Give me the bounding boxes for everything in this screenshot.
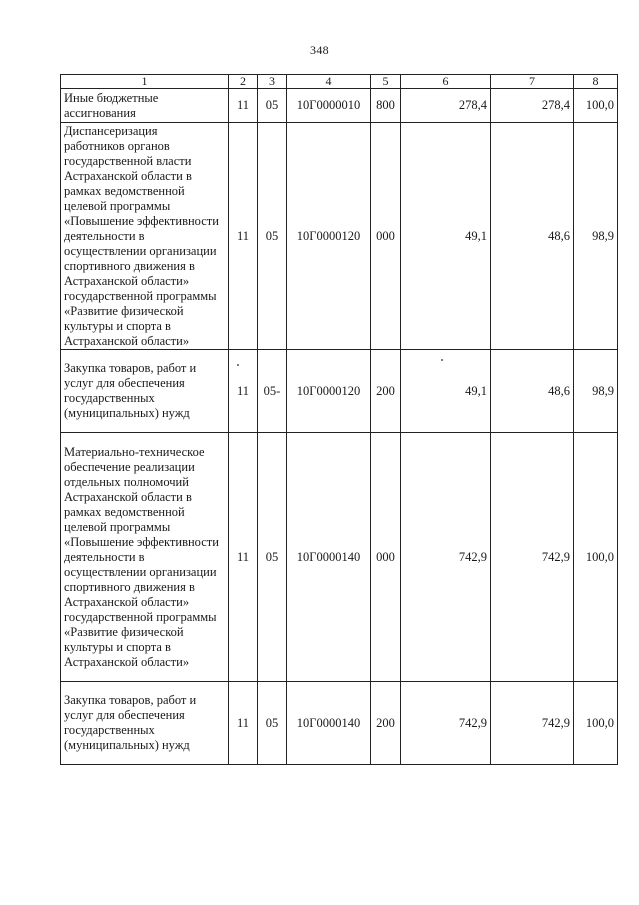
header-cell: 8 (574, 75, 618, 89)
header-cell: 1 (61, 75, 229, 89)
header-cell: 7 (491, 75, 574, 89)
table-row (61, 123, 618, 350)
target-article-code: 10Г0000140 (287, 682, 371, 765)
executed-amount: 742,9 (491, 433, 574, 682)
planned-amount: 742,9 (401, 433, 491, 682)
header-row (61, 75, 618, 89)
expense-name: Материально-техническое обеспечение реализации отдельных полномочий Астраханской области в рамках ведомственной целевой программы «Повышение эффективности деятельности в осуществлении организации спортивного движения в Астраханской области» государственной программы «Развитие физической культуры и спорта в Астраханской области» (61, 433, 229, 682)
subsection-code: 05 (258, 89, 287, 123)
executed-amount: 48,6 (491, 350, 574, 433)
planned-amount: 49,1 (401, 123, 491, 350)
target-article-code: 10Г0000010 (287, 89, 371, 123)
executed-amount: 278,4 (491, 89, 574, 123)
expense-type-code: 200 (371, 350, 401, 433)
section-code: 11 (229, 89, 258, 123)
header-cell: 5 (371, 75, 401, 89)
expense-name: Иные бюджетные ассигнования (61, 89, 229, 123)
section-code: 11 (229, 350, 258, 433)
header-cell: 4 (287, 75, 371, 89)
execution-percent: 100,0 (574, 433, 618, 682)
execution-percent: 100,0 (574, 682, 618, 765)
expense-name: Диспансеризация работников органов государственной власти Астраханской области в рамках ведомственной целевой программы «Повышение эффективности деятельности в осуществлении организации спортивного движения в Астраханской области» государственной программы «Развитие физической культуры и спорта в Астраханской области» (61, 123, 229, 350)
expense-type-code: 200 (371, 682, 401, 765)
expense-name: Закупка товаров, работ и услуг для обеспечения государственных (муниципальных) нужд (61, 682, 229, 765)
subsection-code: 05 (258, 433, 287, 682)
planned-amount: 278,4 (401, 89, 491, 123)
table-row (61, 433, 618, 682)
target-article-code: 10Г0000140 (287, 433, 371, 682)
subsection-code: 05- (258, 350, 287, 433)
header-cell: 2 (229, 75, 258, 89)
planned-amount: 49,1 (401, 350, 491, 433)
header-cell: 3 (258, 75, 287, 89)
header-cell: 6 (401, 75, 491, 89)
table-row (61, 682, 618, 765)
section-code: 11 (229, 682, 258, 765)
table-row (61, 350, 618, 433)
expense-type-code: 800 (371, 89, 401, 123)
page-number: 348 (310, 43, 329, 57)
table-row (61, 89, 618, 123)
budget-table (60, 74, 618, 765)
expense-name: Закупка товаров, работ и услуг для обеспечения государственных (муниципальных) нужд (61, 350, 229, 433)
executed-amount: 742,9 (491, 682, 574, 765)
execution-percent: 98,9 (574, 123, 618, 350)
execution-percent: 100,0 (574, 89, 618, 123)
executed-amount: 48,6 (491, 123, 574, 350)
scan-speck (237, 364, 239, 366)
scan-speck (441, 359, 443, 361)
target-article-code: 10Г0000120 (287, 350, 371, 433)
target-article-code: 10Г0000120 (287, 123, 371, 350)
subsection-code: 05 (258, 682, 287, 765)
expense-type-code: 000 (371, 123, 401, 350)
section-code: 11 (229, 123, 258, 350)
expense-type-code: 000 (371, 433, 401, 682)
execution-percent: 98,9 (574, 350, 618, 433)
subsection-code: 05 (258, 123, 287, 350)
section-code: 11 (229, 433, 258, 682)
planned-amount: 742,9 (401, 682, 491, 765)
